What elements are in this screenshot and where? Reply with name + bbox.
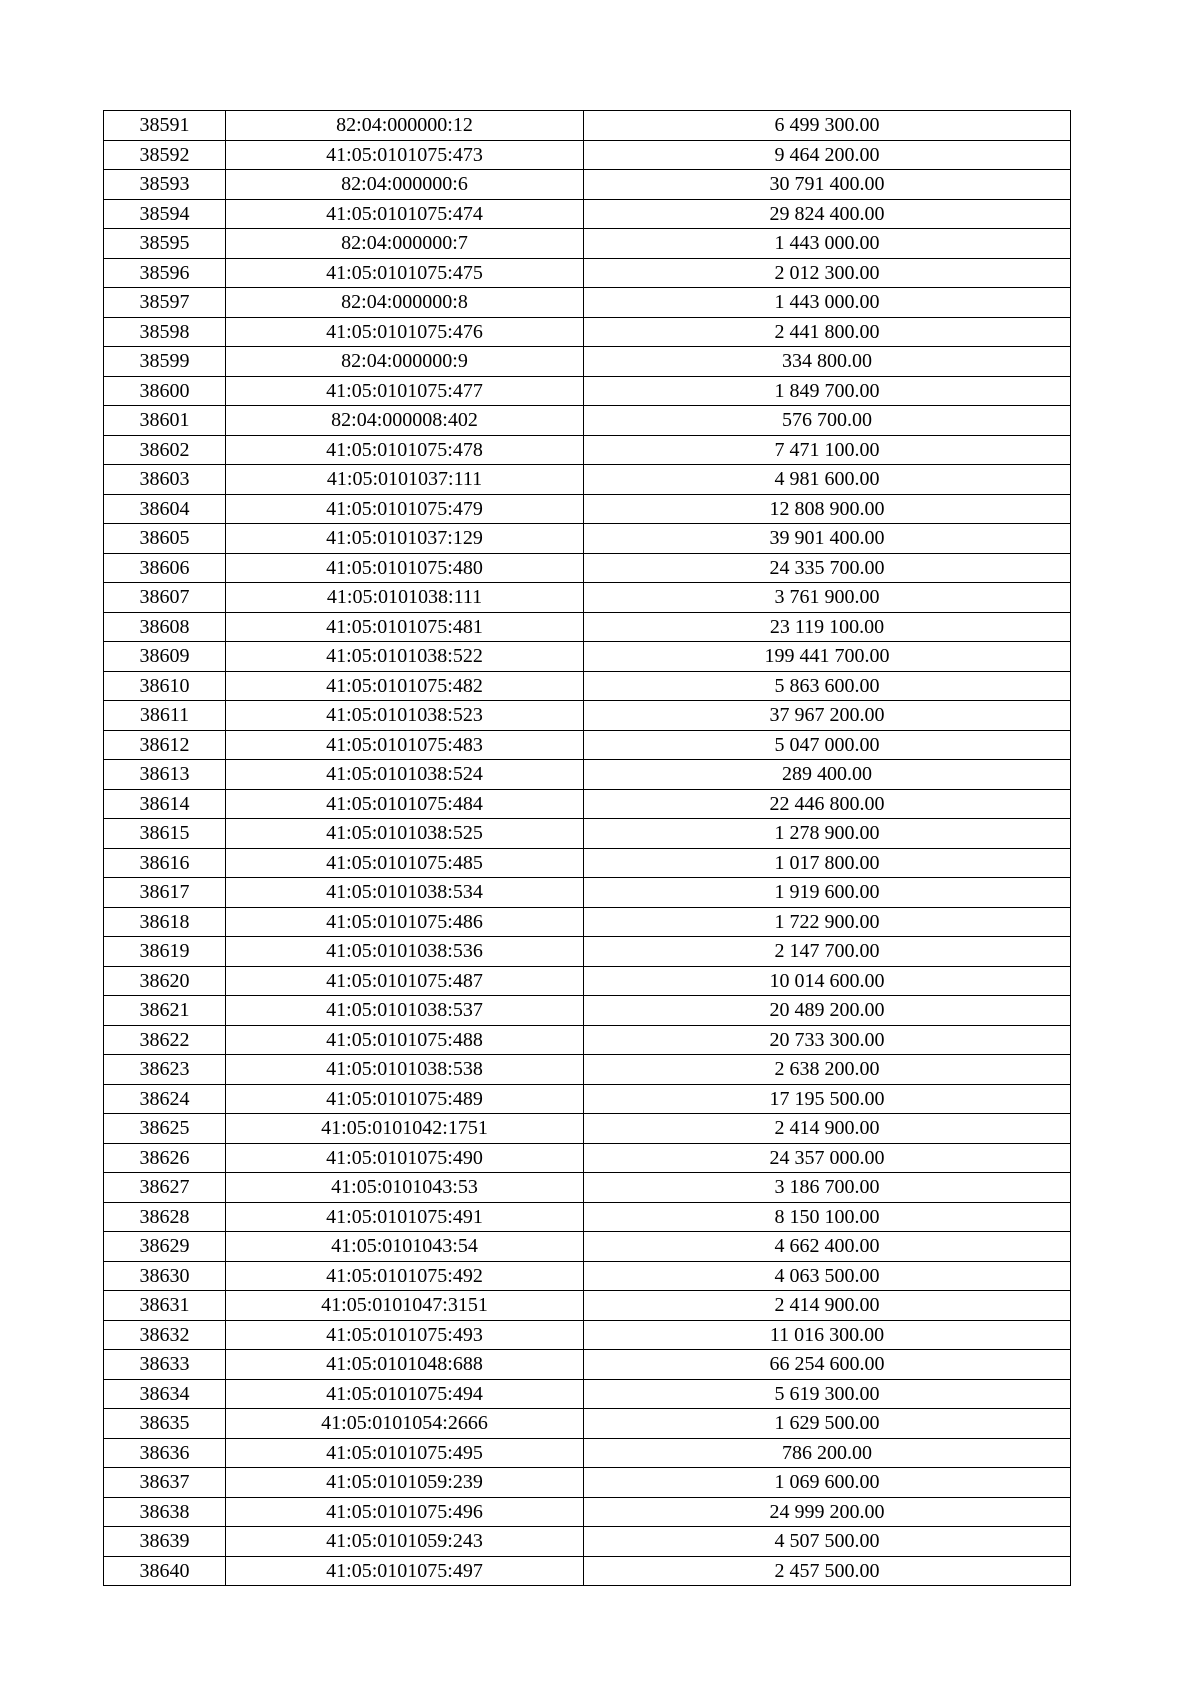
cadastral-value-cell: 9 464 200.00 (584, 140, 1071, 170)
row-number-cell: 38639 (104, 1527, 226, 1557)
table-row (104, 494, 1071, 524)
table-row (104, 1261, 1071, 1291)
cadastral-number-cell: 41:05:0101075:487 (226, 966, 584, 996)
table-row (104, 317, 1071, 347)
cadastral-number-cell: 41:05:0101037:111 (226, 465, 584, 495)
row-number-cell: 38638 (104, 1497, 226, 1527)
table-row (104, 583, 1071, 613)
row-number-cell: 38602 (104, 435, 226, 465)
row-number-cell: 38632 (104, 1320, 226, 1350)
cadastral-value-cell: 2 012 300.00 (584, 258, 1071, 288)
cadastral-number-cell: 41:05:0101059:243 (226, 1527, 584, 1557)
cadastral-value-cell: 3 186 700.00 (584, 1173, 1071, 1203)
row-number-cell: 38627 (104, 1173, 226, 1203)
cadastral-number-cell: 41:05:0101038:538 (226, 1055, 584, 1085)
table-row (104, 1320, 1071, 1350)
cadastral-value-cell: 1 443 000.00 (584, 229, 1071, 259)
cadastral-value-cell: 1 722 900.00 (584, 907, 1071, 937)
cadastral-value-cell: 8 150 100.00 (584, 1202, 1071, 1232)
cadastral-value-cell: 22 446 800.00 (584, 789, 1071, 819)
row-number-cell: 38626 (104, 1143, 226, 1173)
table-row (104, 1438, 1071, 1468)
table-row (104, 553, 1071, 583)
cadastral-value-cell: 2 441 800.00 (584, 317, 1071, 347)
row-number-cell: 38620 (104, 966, 226, 996)
row-number-cell: 38595 (104, 229, 226, 259)
row-number-cell: 38607 (104, 583, 226, 613)
row-number-cell: 38599 (104, 347, 226, 377)
cadastral-value-cell: 1 069 600.00 (584, 1468, 1071, 1498)
row-number-cell: 38618 (104, 907, 226, 937)
cadastral-number-cell: 41:05:0101038:537 (226, 996, 584, 1026)
row-number-cell: 38610 (104, 671, 226, 701)
cadastral-number-cell: 41:05:0101075:473 (226, 140, 584, 170)
cadastral-number-cell: 82:04:000000:7 (226, 229, 584, 259)
cadastral-number-cell: 82:04:000000:9 (226, 347, 584, 377)
row-number-cell: 38634 (104, 1379, 226, 1409)
table-row (104, 848, 1071, 878)
cadastral-number-cell: 41:05:0101075:492 (226, 1261, 584, 1291)
table-row (104, 1291, 1071, 1321)
cadastral-number-cell: 41:05:0101075:486 (226, 907, 584, 937)
row-number-cell: 38617 (104, 878, 226, 908)
cadastral-value-cell: 12 808 900.00 (584, 494, 1071, 524)
row-number-cell: 38624 (104, 1084, 226, 1114)
cadastral-number-cell: 41:05:0101059:239 (226, 1468, 584, 1498)
table-row (104, 140, 1071, 170)
row-number-cell: 38612 (104, 730, 226, 760)
cadastral-value-cell: 6 499 300.00 (584, 111, 1071, 141)
table-row (104, 435, 1071, 465)
cadastral-value-cell: 11 016 300.00 (584, 1320, 1071, 1350)
cadastral-value-cell: 29 824 400.00 (584, 199, 1071, 229)
table-row (104, 996, 1071, 1026)
cadastral-value-cell: 1 629 500.00 (584, 1409, 1071, 1439)
cadastral-number-cell: 41:05:0101038:536 (226, 937, 584, 967)
table-body (104, 111, 1071, 1586)
cadastral-number-cell: 41:05:0101038:524 (226, 760, 584, 790)
row-number-cell: 38611 (104, 701, 226, 731)
table-row (104, 671, 1071, 701)
cadastral-value-cell: 5 619 300.00 (584, 1379, 1071, 1409)
table-row (104, 1232, 1071, 1262)
table-row (104, 1379, 1071, 1409)
cadastral-number-cell: 41:05:0101075:493 (226, 1320, 584, 1350)
table-row (104, 288, 1071, 318)
cadastral-value-cell: 24 999 200.00 (584, 1497, 1071, 1527)
table-row (104, 1173, 1071, 1203)
row-number-cell: 38600 (104, 376, 226, 406)
table-row (104, 760, 1071, 790)
table-row (104, 1114, 1071, 1144)
cadastral-value-cell: 23 119 100.00 (584, 612, 1071, 642)
cadastral-value-cell: 786 200.00 (584, 1438, 1071, 1468)
cadastral-number-cell: 82:04:000000:6 (226, 170, 584, 200)
row-number-cell: 38593 (104, 170, 226, 200)
row-number-cell: 38601 (104, 406, 226, 436)
table-row (104, 612, 1071, 642)
cadastral-number-cell: 41:05:0101047:3151 (226, 1291, 584, 1321)
table-row (104, 789, 1071, 819)
cadastral-number-cell: 41:05:0101075:474 (226, 199, 584, 229)
row-number-cell: 38633 (104, 1350, 226, 1380)
row-number-cell: 38628 (104, 1202, 226, 1232)
table-row (104, 111, 1071, 141)
row-number-cell: 38619 (104, 937, 226, 967)
table-row (104, 1143, 1071, 1173)
table-row (104, 347, 1071, 377)
cadastral-value-cell: 20 489 200.00 (584, 996, 1071, 1026)
cadastral-value-cell: 1 443 000.00 (584, 288, 1071, 318)
cadastral-number-cell: 41:05:0101075:475 (226, 258, 584, 288)
row-number-cell: 38614 (104, 789, 226, 819)
row-number-cell: 38597 (104, 288, 226, 318)
cadastral-value-table (103, 110, 1071, 1586)
cadastral-number-cell: 41:05:0101075:485 (226, 848, 584, 878)
table-row (104, 1468, 1071, 1498)
table-row (104, 819, 1071, 849)
table-row (104, 642, 1071, 672)
cadastral-number-cell: 41:05:0101075:482 (226, 671, 584, 701)
cadastral-value-cell: 334 800.00 (584, 347, 1071, 377)
table-row (104, 1350, 1071, 1380)
row-number-cell: 38603 (104, 465, 226, 495)
cadastral-number-cell: 41:05:0101075:497 (226, 1556, 584, 1586)
cadastral-value-cell: 39 901 400.00 (584, 524, 1071, 554)
row-number-cell: 38594 (104, 199, 226, 229)
cadastral-number-cell: 41:05:0101075:477 (226, 376, 584, 406)
row-number-cell: 38636 (104, 1438, 226, 1468)
cadastral-number-cell: 41:05:0101075:483 (226, 730, 584, 760)
row-number-cell: 38622 (104, 1025, 226, 1055)
table-row (104, 1025, 1071, 1055)
cadastral-number-cell: 82:04:000000:12 (226, 111, 584, 141)
cadastral-value-cell: 576 700.00 (584, 406, 1071, 436)
row-number-cell: 38596 (104, 258, 226, 288)
cadastral-value-cell: 20 733 300.00 (584, 1025, 1071, 1055)
cadastral-value-cell: 199 441 700.00 (584, 642, 1071, 672)
cadastral-number-cell: 41:05:0101075:479 (226, 494, 584, 524)
table-row (104, 524, 1071, 554)
cadastral-number-cell: 41:05:0101075:491 (226, 1202, 584, 1232)
cadastral-number-cell: 41:05:0101075:490 (226, 1143, 584, 1173)
cadastral-number-cell: 41:05:0101048:688 (226, 1350, 584, 1380)
cadastral-value-cell: 17 195 500.00 (584, 1084, 1071, 1114)
cadastral-value-cell: 24 335 700.00 (584, 553, 1071, 583)
cadastral-value-cell: 30 791 400.00 (584, 170, 1071, 200)
table-row (104, 730, 1071, 760)
row-number-cell: 38635 (104, 1409, 226, 1439)
table-row (104, 878, 1071, 908)
cadastral-value-cell: 2 638 200.00 (584, 1055, 1071, 1085)
row-number-cell: 38598 (104, 317, 226, 347)
cadastral-value-cell: 2 414 900.00 (584, 1291, 1071, 1321)
cadastral-value-cell: 1 919 600.00 (584, 878, 1071, 908)
cadastral-number-cell: 41:05:0101075:480 (226, 553, 584, 583)
cadastral-number-cell: 41:05:0101075:496 (226, 1497, 584, 1527)
cadastral-number-cell: 41:05:0101075:481 (226, 612, 584, 642)
cadastral-value-cell: 5 863 600.00 (584, 671, 1071, 701)
table-row (104, 701, 1071, 731)
cadastral-value-cell: 2 457 500.00 (584, 1556, 1071, 1586)
cadastral-value-cell: 2 414 900.00 (584, 1114, 1071, 1144)
cadastral-value-cell: 7 471 100.00 (584, 435, 1071, 465)
table-row (104, 1409, 1071, 1439)
cadastral-number-cell: 41:05:0101042:1751 (226, 1114, 584, 1144)
cadastral-number-cell: 41:05:0101038:523 (226, 701, 584, 731)
cadastral-number-cell: 41:05:0101075:484 (226, 789, 584, 819)
row-number-cell: 38615 (104, 819, 226, 849)
cadastral-value-cell: 3 761 900.00 (584, 583, 1071, 613)
cadastral-number-cell: 41:05:0101043:53 (226, 1173, 584, 1203)
cadastral-value-cell: 5 047 000.00 (584, 730, 1071, 760)
cadastral-value-cell: 4 507 500.00 (584, 1527, 1071, 1557)
table-row (104, 406, 1071, 436)
cadastral-number-cell: 82:04:000008:402 (226, 406, 584, 436)
cadastral-value-cell: 4 063 500.00 (584, 1261, 1071, 1291)
table-row (104, 1527, 1071, 1557)
cadastral-number-cell: 41:05:0101054:2666 (226, 1409, 584, 1439)
row-number-cell: 38613 (104, 760, 226, 790)
row-number-cell: 38625 (104, 1114, 226, 1144)
table-row (104, 907, 1071, 937)
table-row (104, 1055, 1071, 1085)
row-number-cell: 38630 (104, 1261, 226, 1291)
cadastral-number-cell: 41:05:0101038:534 (226, 878, 584, 908)
row-number-cell: 38592 (104, 140, 226, 170)
cadastral-number-cell: 41:05:0101075:494 (226, 1379, 584, 1409)
table-row (104, 1202, 1071, 1232)
cadastral-number-cell: 41:05:0101075:476 (226, 317, 584, 347)
cadastral-number-cell: 41:05:0101038:525 (226, 819, 584, 849)
table-row (104, 376, 1071, 406)
table-row (104, 1556, 1071, 1586)
row-number-cell: 38609 (104, 642, 226, 672)
cadastral-value-cell: 1 849 700.00 (584, 376, 1071, 406)
table-row (104, 199, 1071, 229)
cadastral-number-cell: 41:05:0101038:522 (226, 642, 584, 672)
row-number-cell: 38604 (104, 494, 226, 524)
row-number-cell: 38631 (104, 1291, 226, 1321)
table-row (104, 937, 1071, 967)
row-number-cell: 38621 (104, 996, 226, 1026)
row-number-cell: 38623 (104, 1055, 226, 1085)
cadastral-number-cell: 41:05:0101038:111 (226, 583, 584, 613)
table-row (104, 229, 1071, 259)
row-number-cell: 38606 (104, 553, 226, 583)
row-number-cell: 38608 (104, 612, 226, 642)
table-row (104, 1084, 1071, 1114)
table-row (104, 170, 1071, 200)
cadastral-number-cell: 41:05:0101075:488 (226, 1025, 584, 1055)
cadastral-value-cell: 24 357 000.00 (584, 1143, 1071, 1173)
cadastral-value-cell: 10 014 600.00 (584, 966, 1071, 996)
cadastral-number-cell: 41:05:0101037:129 (226, 524, 584, 554)
row-number-cell: 38637 (104, 1468, 226, 1498)
cadastral-value-cell: 1 278 900.00 (584, 819, 1071, 849)
cadastral-value-cell: 37 967 200.00 (584, 701, 1071, 731)
row-number-cell: 38605 (104, 524, 226, 554)
row-number-cell: 38629 (104, 1232, 226, 1262)
cadastral-number-cell: 41:05:0101043:54 (226, 1232, 584, 1262)
table-row (104, 258, 1071, 288)
cadastral-number-cell: 41:05:0101075:478 (226, 435, 584, 465)
row-number-cell: 38591 (104, 111, 226, 141)
cadastral-value-cell: 4 981 600.00 (584, 465, 1071, 495)
cadastral-value-cell: 1 017 800.00 (584, 848, 1071, 878)
row-number-cell: 38616 (104, 848, 226, 878)
cadastral-value-cell: 66 254 600.00 (584, 1350, 1071, 1380)
table-row (104, 465, 1071, 495)
cadastral-number-cell: 41:05:0101075:495 (226, 1438, 584, 1468)
row-number-cell: 38640 (104, 1556, 226, 1586)
cadastral-value-cell: 289 400.00 (584, 760, 1071, 790)
table-row (104, 1497, 1071, 1527)
table-row (104, 966, 1071, 996)
cadastral-number-cell: 41:05:0101075:489 (226, 1084, 584, 1114)
cadastral-number-cell: 82:04:000000:8 (226, 288, 584, 318)
cadastral-value-cell: 2 147 700.00 (584, 937, 1071, 967)
cadastral-value-cell: 4 662 400.00 (584, 1232, 1071, 1262)
